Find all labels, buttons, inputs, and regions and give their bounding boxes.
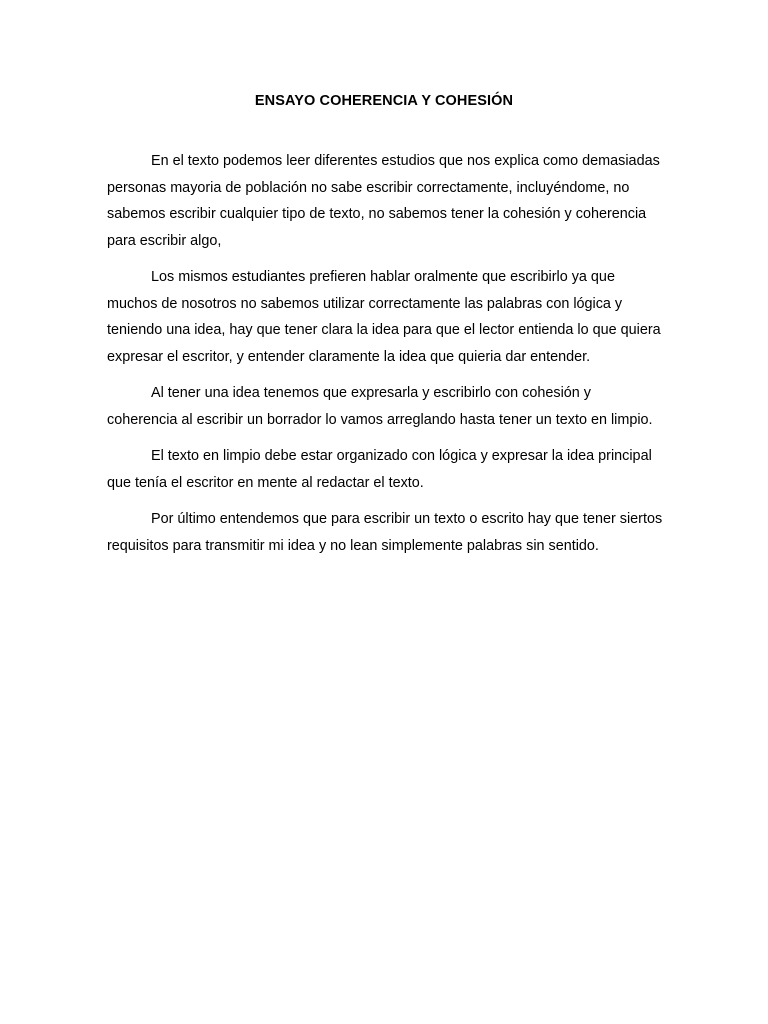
document-title: ENSAYO COHERENCIA Y COHESIÓN bbox=[254, 93, 514, 109]
document-body bbox=[107, 148, 663, 569]
paragraph-4: El texto en limpio debe estar organizado con lógica y expresar la idea principal que tenía el escritor en mente al redactar el texto. bbox=[107, 448, 652, 491]
paragraph-2: Los mismos estudiantes prefieren hablar oralmente que escribirlo ya que muchos de nosotros no sabemos utilizar correctamente las palabras con lógica y teniendo una idea, hay que tener clara la idea para que el lector entienda lo que quiera expresar el escritor, y entender claramente la idea que quieria dar entender. bbox=[107, 269, 661, 365]
paragraph-1: En el texto podemos leer diferentes estudios que nos explica como demasiadas personas mayoria de población no sabe escribir correctamente, incluyéndome, no sabemos escribir cualquier tipo de texto, no sabemos tener la cohesión y coherencia para escribir algo, bbox=[107, 153, 660, 249]
paragraph-3: Al tener una idea tenemos que expresarla y escribirlo con cohesión y coherencia al escribir un borrador lo vamos arreglando hasta tener un texto en limpio. bbox=[107, 385, 653, 428]
paragraph-5: Por último entendemos que para escribir un texto o escrito hay que tener siertos requisitos para transmitir mi idea y no lean simplemente palabras sin sentido. bbox=[107, 511, 663, 554]
